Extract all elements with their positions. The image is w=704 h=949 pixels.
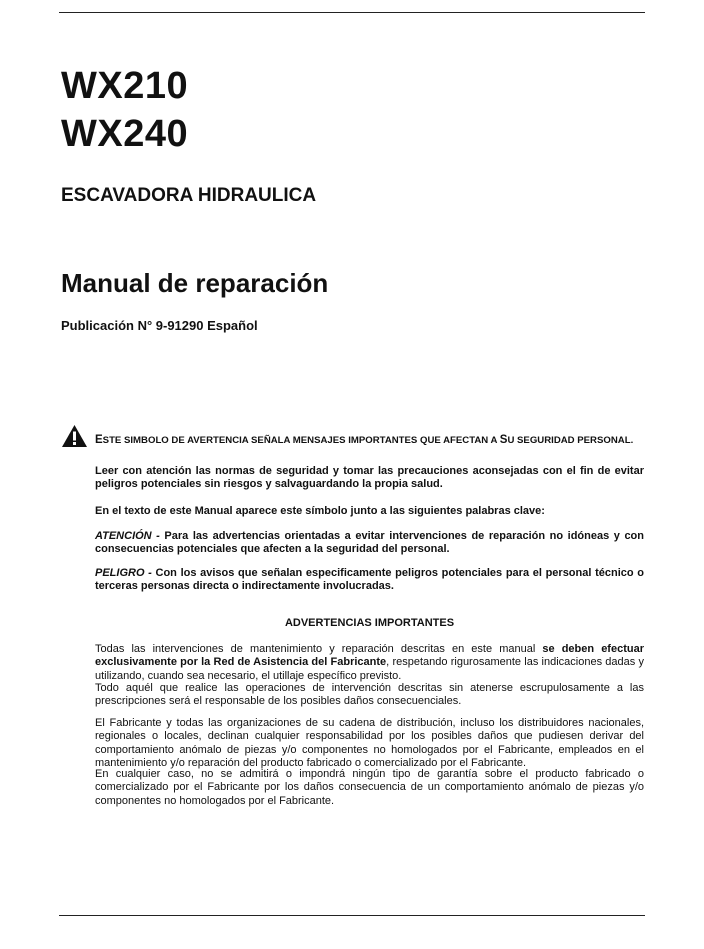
advertencias-paragraph-3: El Fabricante y todas las organizaciones de su cadena de distribución, incluso los distribuidores nacionales, regionales o locales, declinan cualquier responsabilidad por los posibles daños que pudiesen derivar del comportamiento anómalo de piezas y/o componentes no homologados por el Fabricante, empleados en el mantenimiento y/o reparación del producto fabricado o comercializado por el Fabricante.: [95, 717, 644, 770]
warning-triangle-icon: [61, 424, 88, 448]
peligro-text: Con los avisos que señalan especificamente peligros potenciales para el personal técnico o terceras personas directa o indirectamente involucradas.: [95, 567, 644, 593]
publication-number: Publicación N° 9-91290 Español: [61, 318, 258, 333]
warning-heading-text-1: STE SIMBOLO DE AVERTENCIA SEÑALA MENSAJES IMPORTANTES QUE AFECTAN A: [102, 435, 500, 446]
safety-paragraph: Leer con atención las normas de seguridad y tomar las precauciones aconsejadas con el fin de evitar peligros potenciales sin riesgos y salvaguardando la propia salud.: [95, 465, 644, 491]
atencion-paragraph: [95, 530, 644, 557]
manual-title: Manual de reparación: [61, 268, 329, 298]
bottom-rule: [59, 915, 645, 916]
warning-heading-cap-2: S: [499, 434, 508, 446]
peligro-paragraph: [95, 567, 644, 594]
advertencias-paragraph-4: En cualquier caso, no se admitirá o impondrá ningún tipo de garantía sobre el producto fabricado o comercializado por el Fabricante por los daños consecuencia de un comportamiento anómalo de piezas y/o componentes no homologados por el Fabricante.: [95, 768, 644, 807]
p1-text-a: Todas las intervenciones de mantenimiento y reparación descritas en este manual: [95, 643, 543, 655]
top-rule: [59, 12, 645, 13]
p1-bold: se deben efectuar exclusivamente por la Red de Asistencia del Fabricante: [95, 643, 644, 669]
atencion-text: Para las advertencias orientadas a evitar intervenciones de reparación no idóneas y con consecuencias potenciales que afecten a la seguridad del personal.: [95, 530, 644, 556]
advertencias-paragraph-1: [95, 643, 644, 683]
keywords-intro: En el texto de este Manual aparece este símbolo junto a las siguientes palabras clave:: [95, 505, 545, 517]
machine-type: ESCAVADORA HIDRAULICA: [61, 185, 317, 206]
advertencias-title: ADVERTENCIAS IMPORTANTES: [284, 617, 455, 629]
advertencias-paragraph-2: Todo aquél que realice las operaciones de intervención descritas sin atenerse escrupulosamente a las prescripciones será el responsable de los posibles daños consecuenciales.: [95, 682, 644, 708]
p1-text-b: , respetando rigurosamente las indicaciones dadas y utilizando, cuando sea necesario, el utillaje específico previsto.: [95, 656, 645, 682]
model-title-2: WX240: [61, 113, 189, 155]
warning-heading-text-2: U SEGURIDAD PERSONAL.: [507, 435, 634, 446]
peligro-label: PELIGRO -: [95, 567, 152, 579]
model-title-1: WX210: [61, 65, 189, 107]
warning-heading-cap-1: E: [95, 434, 103, 446]
warning-heading: [95, 434, 633, 446]
atencion-label: ATENCIÓN -: [95, 530, 160, 542]
